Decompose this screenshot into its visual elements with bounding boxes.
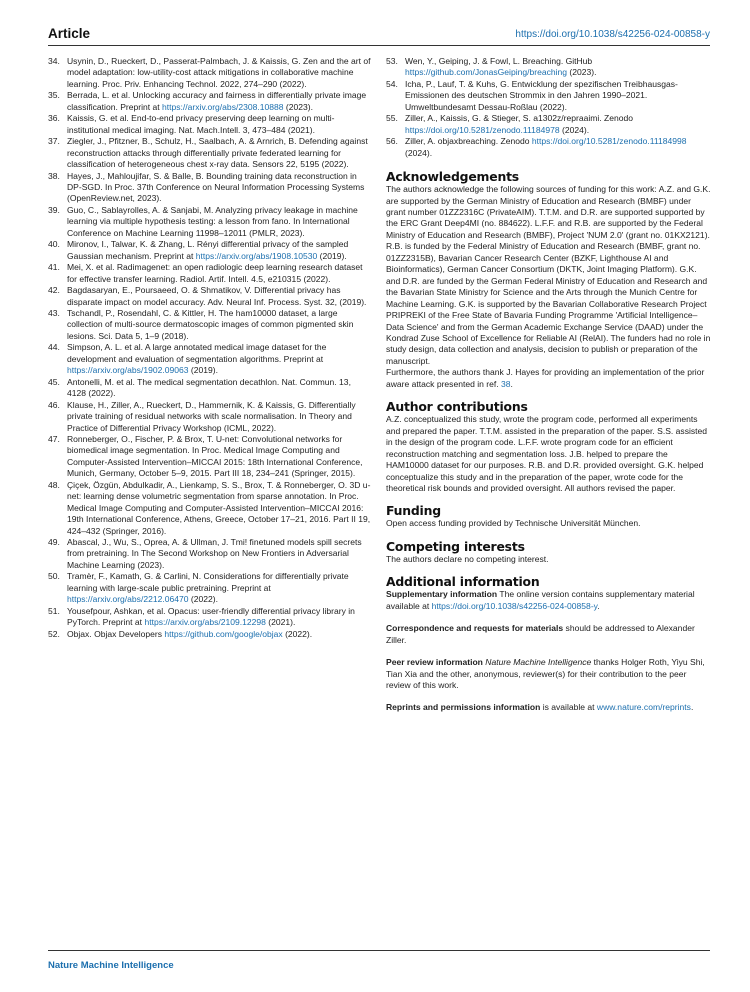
reference-text: Ziller, A., Kaissis, G. & Stieger, S. a1302z/repraaimi. Zenodo https://doi.org/10.5281/zenodo.11184978 (2024).	[405, 113, 634, 135]
reprints-end: .	[690, 702, 694, 713]
reference-list-right	[386, 56, 712, 159]
reference-item	[48, 606, 371, 629]
reference-text: Antonelli, M. et al. The medical segmentation decathlon. Nat. Commun. 13, 4128 (2022).	[67, 376, 351, 399]
reference-item	[386, 113, 712, 136]
reference-item	[48, 434, 371, 480]
author-contributions-heading: Author contributions	[386, 399, 528, 415]
peer-review-text: thanks Holger Roth, Yiyu Shi, Tian Xia and the other, anonymous, reviewer(s) for their contribution to the peer review of this work.	[386, 657, 705, 691]
reference-number: 45.	[48, 376, 60, 387]
reference-link[interactable]: https://arxiv.org/abs/2109.12298	[144, 617, 266, 628]
reference-text: Hayes, J., Mahloujifar, S. & Balle, B. Bounding training data reconstruction in DP-SGD. In Proc. 37th Conference on Neural Information Processing Systems (OpenReview.net, 2023).	[67, 170, 365, 204]
reference-text: Bagdasaryan, E., Poursaeed, O. & Shmatikov, V. Differential privacy has disparate impact on model accuracy. Adv. Neural Inf. Process. Syst. 32, (2019).	[67, 285, 367, 307]
reference-item	[48, 377, 371, 400]
reference-link[interactable]: https://arxiv.org/abs/2212.06470	[67, 594, 189, 605]
supplementary-end: .	[597, 600, 600, 611]
reference-number: 53.	[386, 56, 398, 66]
header-divider	[48, 45, 710, 46]
reference-text: Ziller, A. objaxbreaching. Zenodo https://doi.org/10.5281/zenodo.11184998 (2024).	[405, 136, 687, 158]
reference-link[interactable]: https://github.com/google/objax	[164, 628, 283, 639]
reference-number: 40.	[48, 239, 60, 250]
reprints-label: Reprints and permissions information	[386, 702, 541, 713]
reference-text: Wen, Y., Geiping, J. & Fowl, L. Breaching. GitHub https://github.com/JonasGeiping/breaching (2023).	[405, 56, 597, 78]
reference-text: Mironov, I., Talwar, K. & Zhang, L. Rényi differential privacy of the sampled Gaussian mechanism. Preprint at https://arxiv.org/abs/1908.10530 (2019).	[67, 239, 349, 261]
reference-item	[48, 400, 371, 434]
reference-item	[386, 136, 712, 159]
reference-text: Mei, X. et al. Radimagenet: an open radiologic deep learning research dataset for effective transfer learning. Radiol. Artif. Intell. 4.5, e210315 (2022).	[67, 262, 363, 284]
reference-item	[48, 480, 371, 537]
reference-item	[48, 171, 371, 205]
correspondence-label: Correspondence and requests for materials	[386, 623, 564, 634]
reference-text: Yousefpour, Ashkan, et al. Opacus: user-friendly differential privacy library in PyTorch. Preprint at https://arxiv.org/abs/2109.12298 (2021).	[67, 605, 355, 628]
reference-number: 39.	[48, 204, 60, 215]
reference-text: Kaissis, G. et al. End-to-end privacy preserving deep learning on multi-institutional medical imaging. Nat. Mach.Intell. 3, 473–484 (2021).	[67, 113, 335, 135]
footer-divider	[48, 950, 710, 951]
reference-number: 43.	[48, 307, 60, 318]
acknowledgements-thanks-end: .	[510, 378, 513, 389]
reference-text: Ronneberger, O., Fischer, P. & Brox, T. U-net: Convolutional networks for biomedical image segmentation. In Proc. Medical Image Computing and Computer-Assisted Intervention–MICCAI 2015: 18th International Conference, Munich, Germany, October 5–9, 2015. Part III 18, 234–241 (Springer, 2015).	[67, 433, 363, 479]
reference-text: Tschandl, P., Rosendahl, C. & Kittler, H. The ham10000 dataset, a large collection of multi-source dermatoscopic images of common pigmented skin lesions. Sci. Data 5, 1–9 (2018).	[67, 307, 354, 341]
reference-item	[48, 113, 371, 136]
reference-item	[48, 537, 371, 571]
reference-number: 34.	[48, 56, 60, 66]
reference-item	[386, 56, 712, 79]
reference-text: Çiçek, Özgün, Abdulkadir, A., Lienkamp, S. S., Brox, T. & Ronneberger, O. 3D u-net: learning dense volumetric segmentation from sparse annotation. In Proc. Medical Image Computing and Computer-Assisted Intervention–MICCAI 2016: 19th International Conference, Athens, Greece, October 17–21, 2016. Part II 19, 424–432 (Springer, 2016).	[67, 479, 371, 536]
correspondence-text: should be addressed to Alexander Ziller.	[386, 623, 695, 645]
reference-item	[48, 205, 371, 239]
peer-review-information	[386, 657, 712, 691]
acknowledgements-heading: Acknowledgements	[386, 169, 519, 185]
reference-text: Usynin, D., Rueckert, D., Passerat-Palmbach, J. & Kaissis, G. Zen and the art of model adaptation: low-utility-cost attack mitigations in collaborative machine learning. Proc. Priv. Enhancing Technol. 2022, 274–290 (2022).	[67, 56, 371, 89]
right-column	[386, 56, 712, 714]
reference-number: 44.	[48, 342, 60, 353]
peer-review-journal: Nature Machine Intelligence	[482, 657, 592, 668]
reference-number: 42.	[48, 285, 60, 296]
peer-review-label: Peer review information	[386, 657, 483, 668]
acknowledgements-body: The authors acknowledge the following sources of funding for this work: A.Z. and G.K. are supported by the German Ministry of Education and Research (BMBF) under grant number 01ZZ2316C (PrivateAIM). T.T.M. and D.R. are supported supported by the ERC Grant Deep4MI (no. 884622). L.F.F. and R.B. are supported by the Federal Ministry of Education and Research (BMBF), Project 'NUM 2.0' (grant no. 01KX2121). R.B. is funded by the Federal Ministry of Education and Research (BMBF, grant no. 01ZZ2315B), Bavarian Cancer Research Center (BZKF, Lighthouse AI and Bioinformatics), German Cancer Consortium (DKTK, Joint Imaging Platform). G.K. and D.R. are funded by the German Federal Ministry of Education and Research and the Bavarian State Ministry for Science and the Arts through the Munich Centre for Machine Learning. G.K. is supported by the Bavarian Collaborative Research Project PRIPREKI of the Free State of Bavaria Funding Programme 'Artificial Intelligence–Data Science' and from the German Academic Exchange Service (DAAD) under the Kondrad Zuse School of Excellence for Reliable AI (RelAI). The funders had no role in study design, data collection and analysis, decision to publish or preparation of the manuscript.	[386, 184, 711, 366]
reference-text: Ziegler, J., Pfitzner, B., Schulz, H., Saalbach, A. & Arnrich, B. Defending against reconstruction attacks through differentially private federated learning for classification of heterogeneous chest x-ray data. Sensors 22, 5195 (2022).	[67, 136, 368, 170]
journal-name-footer: Nature Machine Intelligence	[48, 960, 174, 971]
competing-interests-body: The authors declare no competing interest.	[386, 553, 549, 564]
reference-item	[48, 308, 371, 342]
reference-item	[48, 629, 371, 640]
reference-text: Klause, H., Ziller, A., Rueckert, D., Hammernik, K. & Kaissis, G. Differentially private training of residual networks with scale normalisation. In Theory and Practice of Differential Privacy Workshop (ICML, 2022).	[67, 399, 356, 433]
reference-number: 38.	[48, 170, 60, 181]
reference-link[interactable]: https://arxiv.org/abs/2308.10888	[162, 101, 284, 112]
reference-number: 50.	[48, 571, 60, 582]
reference-item	[48, 56, 371, 90]
reference-item	[48, 136, 371, 170]
reference-number: 47.	[48, 433, 60, 444]
competing-interests-heading: Competing interests	[386, 538, 525, 554]
reference-number: 55.	[386, 113, 398, 124]
doi-link[interactable]: https://doi.org/10.1038/s42256-024-00858-y	[515, 29, 710, 40]
reference-link[interactable]: https://arxiv.org/abs/1908.10530	[195, 250, 318, 261]
reference-link[interactable]: https://arxiv.org/abs/1902.09063	[67, 365, 189, 376]
funding-body: Open access funding provided by Technische Universität München.	[386, 518, 641, 529]
reference-item	[48, 571, 371, 605]
reference-link[interactable]: https://github.com/JonasGeiping/breaching	[405, 67, 568, 78]
reference-number: 51.	[48, 605, 60, 616]
reprints-link[interactable]: www.nature.com/reprints	[596, 702, 691, 713]
reference-item	[48, 90, 371, 113]
reference-number: 54.	[386, 78, 398, 89]
author-contributions-body: A.Z. conceptualized this study, wrote the program code, performed all experiments and prepared the paper. T.T.M. assisted in the preparation of the paper. S.S. assisted in the design of the program code. L.F.F. wrote program code for an efficient reconstruction matching and segmentation loss. J.B. helped to prepare the HAM10000 dataset for our purposes. R.B. and D.R. provided oversight. G.K. helped conceptualize this study and in the preparation of the paper, wrote code for the theoretical risk bounds and provided oversight. All authors revised the paper.	[386, 414, 708, 493]
additional-information-heading: Additional information	[386, 574, 540, 590]
funding-heading: Funding	[386, 503, 441, 519]
references-column-left	[48, 56, 371, 640]
reference-text: Guo, C., Sablayrolles, A. & Sanjabi, M. Analyzing privacy leakage in machine learning via multiple hypothesis testing: a lesson from fano. In International Conference on Machine Learning 11998–12011 (PMLR, 2023).	[67, 204, 358, 238]
correspondence-information	[386, 623, 712, 646]
reference-list-left	[48, 56, 371, 640]
reference-number: 49.	[48, 537, 60, 548]
reference-number: 48.	[48, 479, 60, 490]
reference-number: 36.	[48, 113, 60, 124]
reference-text: Simpson, A. L. et al. A large annotated medical image dataset for the development and evaluation of segmentation algorithms. Preprint at https://arxiv.org/abs/1902.09063 (2019).	[67, 342, 327, 376]
reference-number: 35.	[48, 90, 60, 101]
ref-38-link[interactable]: 38	[500, 378, 511, 389]
reprints-information	[386, 702, 712, 713]
supplementary-information	[386, 589, 712, 612]
reference-item	[48, 239, 371, 262]
reference-link[interactable]: https://doi.org/10.5281/zenodo.11184998	[531, 136, 687, 147]
supplementary-text: The online version contains supplementary material available at	[386, 589, 695, 611]
reference-item	[386, 79, 712, 113]
reprints-text: is available at	[540, 702, 597, 713]
supplementary-label: Supplementary information	[386, 589, 498, 600]
acknowledgements-thanks	[386, 367, 712, 390]
reference-text: Icha, P., Lauf, T. & Kuhs, G. Entwicklung der spezifischen Treibhausgas-Emissionen des deutschen Strommix in den Jahren 1990–2021. Umweltbundesamt Dessau-Roßlau (2022).	[405, 78, 678, 112]
reference-link[interactable]: https://doi.org/10.5281/zenodo.11184978	[405, 124, 560, 135]
reference-number: 52.	[48, 628, 60, 639]
reference-item	[48, 285, 371, 308]
reference-number: 46.	[48, 399, 60, 410]
acknowledgements-thanks-text: Furthermore, the authors thank J. Hayes for providing an implementation of the prior aware attack presented in ref.	[386, 367, 705, 389]
reference-text: Abascal, J., Wu, S., Oprea, A. & Ullman, J. Tmi! finetuned models spill secrets from pretraining. In The Second Workshop on New Frontiers in Adversarial Machine Learning (2023).	[67, 537, 362, 570]
reference-text: Objax. Objax Developers https://github.com/google/objax (2022).	[67, 628, 313, 639]
reference-text: Berrada, L. et al. Unlocking accuracy and fairness in differentially private image classification. Preprint at https://arxiv.org/abs/2308.10888 (2023).	[67, 90, 367, 112]
reference-text: Tramèr, F., Kamath, G. & Carlini, N. Considerations for differentially private learning with large-scale public pretraining. Preprint at https://arxiv.org/abs/2212.06470 (2022).	[67, 571, 349, 605]
reference-item	[48, 262, 371, 285]
reference-number: 56.	[386, 136, 398, 147]
article-section-label: Article	[48, 26, 91, 41]
reference-number: 41.	[48, 262, 60, 273]
reference-number: 37.	[48, 136, 60, 147]
reference-item	[48, 342, 371, 376]
supplementary-link[interactable]: https://doi.org/10.1038/s42256-024-00858-y	[431, 600, 598, 611]
